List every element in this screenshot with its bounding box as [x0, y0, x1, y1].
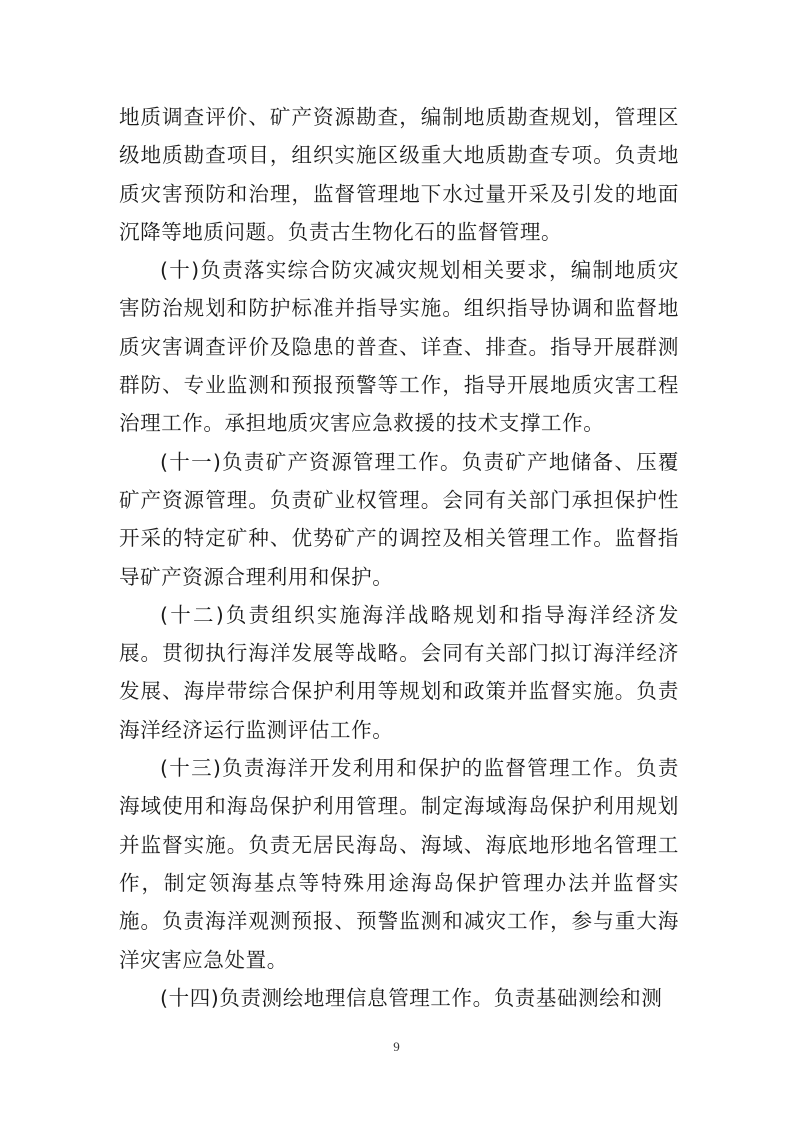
paragraph-item-10: (十)负责落实综合防灾减灾规划相关要求，编制地质灾害防治规划和防护标准并指导实施。组织指导协调和监督地质灾害调查评价及隐患的普查、详查、排查。指导开展群测群防、专业监测和预报预警等工作，指导开展地质灾害工程治理工作。承担地质灾害应急救援的技术支撑工作。 [119, 258, 679, 436]
paragraph-item-13: (十三)负责海洋开发利用和保护的监督管理工作。负责海域使用和海岛保护利用管理。制定海域海岛保护利用规划并监督实施。负责无居民海岛、海域、海底地形地名管理工作，制定领海基点等特殊用途海岛保护管理办法并监督实施。负责海洋观测预报、预警监测和减灾工作，参与重大海洋灾害应急处置。 [119, 756, 679, 972]
document-body [119, 98, 679, 1017]
page-number: 9 [393, 1039, 400, 1054]
paragraph-item-12: (十二)负责组织实施海洋战略规划和指导海洋经济发展。贯彻执行海洋发展等战略。会同有关部门拟订海洋经济发展、海岸带综合保护利用等规划和政策并监督实施。负责海洋经济运行监测评估工作。 [119, 602, 679, 742]
paragraph-item-14: (十四)负责测绘地理信息管理工作。负责基础测绘和测 [160, 985, 663, 1010]
paragraph-item-11: (十一)负责矿产资源管理工作。负责矿产地储备、压覆矿产资源管理。负责矿业权管理。会同有关部门承担保护性开采的特定矿种、优势矿产的调控及相关管理工作。监督指导矿产资源合理利用和保护。 [119, 449, 679, 589]
paragraph-continuation: 地质调查评价、矿产资源勘查，编制地质勘查规划，管理区级地质勘查项目，组织实施区级重大地质勘查专项。负责地质灾害预防和治理，监督管理地下水过量开采及引发的地面沉降等地质问题。负责古生物化石的监督管理。 [119, 105, 679, 244]
